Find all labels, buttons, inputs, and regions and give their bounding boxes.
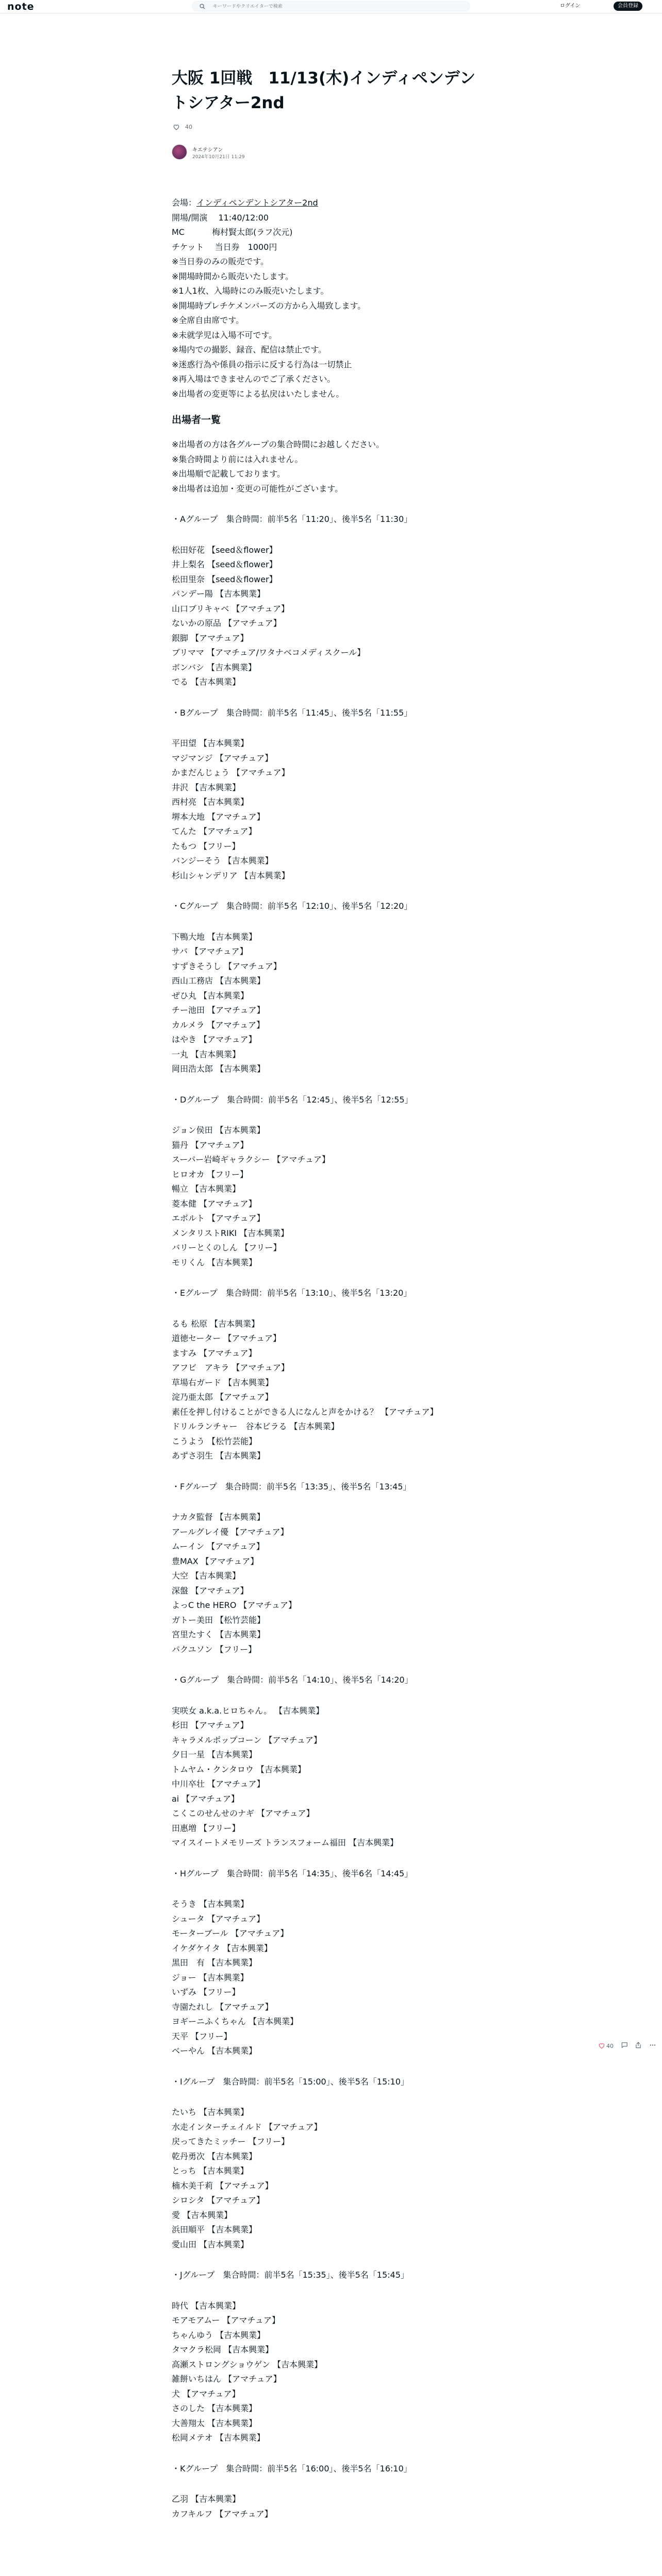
member-line: さのした 【吉本興業】 [172, 2403, 257, 2413]
spacer [172, 914, 481, 930]
signup-button[interactable]: 会員登録 [614, 2, 642, 11]
member-line: 暢立 【吉本興業】 [172, 1184, 241, 1194]
spacer [172, 527, 481, 543]
member-line: 大善翔太 【吉本興業】 [172, 2418, 257, 2428]
member-line: ちゃんゆう 【吉本興業】 [172, 2330, 266, 2340]
member-line: チー池田 【アマチュア】 [172, 1005, 265, 1015]
info-line: ※全席自由席です。 [172, 315, 244, 325]
spacer [172, 2446, 481, 2462]
member-line: ベーやん 【吉本興業】 [172, 2046, 257, 2056]
member-line: ヨギーニふくちゃん 【吉本興業】 [172, 2016, 299, 2026]
spacer [172, 1494, 481, 1510]
info-line: ※迷惑行為や係員の指示に反する行為は一切禁止 [172, 359, 352, 369]
member-line: 堺本大地 【アマチュア】 [172, 811, 265, 822]
member-line: 岡田浩太郎 【吉本興業】 [172, 1064, 266, 1074]
member-line: シロシタ 【アマチュア】 [172, 2195, 264, 2205]
member-line: 浜田順平 【吉本興業】 [172, 2225, 257, 2234]
member-line: シュータ 【アマチュア】 [172, 1913, 265, 1924]
spacer [172, 2476, 481, 2492]
member-line: 井上梨名 【seed＆flower】 [172, 560, 277, 569]
article-body [172, 196, 481, 2521]
member-line: 杉田 【アマチュア】 [172, 1720, 249, 1730]
member-line: ジョー 【吉本興業】 [172, 1972, 249, 1982]
member-line: 高瀬ストロングショウゲン 【吉本興業】 [172, 2359, 323, 2369]
site-header [0, 0, 662, 13]
spacer [172, 1851, 481, 1867]
info-line: ※1人1枚、入場時にのみ販売いたします。 [172, 286, 329, 296]
member-line: 松岡メテオ 【吉本興業】 [172, 2433, 265, 2443]
share-icon[interactable] [635, 2042, 642, 2050]
member-line: ドリルランチャー 谷本ビラる 【吉本興業】 [172, 1421, 339, 1431]
member-line: カルメラ 【アマチュア】 [172, 1020, 265, 1030]
sidebar-actions [598, 2042, 661, 2052]
member-line: マイスイートメモリーズ トランスフォーム福田 【吉本興業】 [172, 1838, 399, 1848]
member-line: タマクラ松岡 【吉本興業】 [172, 2345, 274, 2354]
member-line: よっC the HERO 【アマチュア】 [172, 1600, 297, 1610]
member-line: サバ 【アマチュア】 [172, 946, 248, 956]
member-line: 田惠増 【フリー】 [172, 1823, 240, 1833]
member-line: 山口ブリキャベ 【アマチュア】 [172, 603, 289, 614]
member-line: 愛 【吉本興業】 [172, 2210, 233, 2220]
member-line: ガトー美田 【松竹芸能】 [172, 1615, 266, 1625]
member-line: キャラメルポップコーン 【アマチュア】 [172, 1735, 322, 1745]
spacer [172, 1688, 481, 1704]
info-line: チケット 当日券 1000円 [172, 242, 277, 252]
member-line: バンジーそう 【吉本興業】 [172, 856, 273, 866]
info-line: 開場/開演 11:40/12:00 [172, 212, 269, 223]
venue-line [172, 196, 481, 211]
member-line: ないかの原品 【アマチュア】 [172, 618, 282, 628]
venue-link[interactable]: インディペンデントシアター2nd [196, 198, 318, 208]
member-line: ヒロオカ 【フリー】 [172, 1169, 248, 1179]
member-line: 銀脚 【アマチュア】 [172, 633, 249, 643]
spacer [172, 2089, 481, 2105]
like-count: 40 [185, 124, 192, 130]
member-line: 松田里奈 【seed＆flower】 [172, 574, 277, 584]
member-line: 大空 【吉本興業】 [172, 1571, 241, 1581]
spacer [172, 1301, 481, 1317]
note-line: ※出場順で記載しております。 [172, 469, 286, 479]
info-line: ※出場者の変更等による払戻はいたしません。 [172, 388, 344, 399]
member-line: ムーイン 【アマチュア】 [172, 1541, 264, 1551]
note-line: ※出場者は追加・変更の可能性がございます。 [172, 483, 343, 494]
member-line: 松田好花 【seed＆flower】 [172, 545, 277, 555]
member-line: ますみ 【アマチュア】 [172, 1348, 257, 1358]
group-header: ・Eグループ 集合時間：前半5名「13:10」、後半5名「13:20」 [172, 1288, 412, 1298]
member-line: トムヤム・クンタロウ 【吉本興業】 [172, 1764, 306, 1774]
member-line: モーターブール 【アマチュア】 [172, 1928, 289, 1938]
spacer [172, 720, 481, 736]
article-title: 大阪 1回戦 11/13(木)インディペンデントシアター2nd [172, 69, 476, 112]
sidebar-like-button[interactable] [598, 2042, 614, 2049]
member-line: あずさ羽生 【吉本興業】 [172, 1451, 266, 1461]
post-date: 2024年10月21日 11:29 [192, 155, 245, 160]
member-line: 時代 【吉本興業】 [172, 2300, 241, 2311]
member-line: ブリママ 【アマチュア/ワタナベコメディスクール】 [172, 648, 366, 657]
member-line: 西村亮 【吉本興業】 [172, 797, 249, 807]
spacer [172, 1881, 481, 1897]
member-line: 草場右ガード 【吉本興業】 [172, 1377, 274, 1387]
group-header: ・Jグループ 集合時間：前半5名「15:35」、後半5名「15:45」 [172, 2270, 409, 2280]
author-name[interactable]: キエテシアン [192, 147, 223, 153]
member-line: てんた 【アマチュア】 [172, 826, 257, 836]
note-logo[interactable]: note [7, 1, 35, 12]
info-line: ※開場時プレチケメンバーズの方から入場致します。 [172, 300, 366, 311]
member-line: 夕日一星 【吉本興業】 [172, 1750, 257, 1759]
search-input[interactable] [213, 3, 460, 10]
spacer [172, 1657, 481, 1673]
spacer [172, 496, 481, 512]
member-line: そうき 【吉本興業】 [172, 1899, 249, 1909]
note-line: ※出場者の方は各グループの集合時間にお越しください。 [172, 439, 385, 449]
member-line: 実咲女 a.k.a.ヒロちゃん。 【吉本興業】 [172, 1705, 324, 1716]
member-line: ぜひ丸 【吉本興業】 [172, 990, 249, 1001]
member-line: ナカタ監督 【吉本興業】 [172, 1512, 265, 1522]
member-line: パンデー陽 【吉本興業】 [172, 589, 266, 599]
member-line: 西山工務店 【吉本興業】 [172, 976, 266, 986]
heart-icon [598, 2042, 605, 2049]
member-line: バリーとくのしん 【フリー】 [172, 1243, 282, 1252]
group-header: ・Dグループ 集合時間：前半5名「12:45」、後半5名「12:55」 [172, 1094, 413, 1105]
group-header: ・Gグループ 集合時間：前半5名「14:10」、後半5名「14:20」 [172, 1675, 413, 1685]
member-line: 杉山シャンデリア 【吉本興業】 [172, 870, 290, 880]
info-line: MC 梅村賢太郎(ラフ次元) [172, 227, 293, 237]
group-header: ・Bグループ 集合時間：前半5名「11:45」、後半5名「11:55」 [172, 707, 412, 718]
spacer [172, 2283, 481, 2299]
member-line: 水走インターチェイルド 【アマチュア】 [172, 2122, 322, 2132]
more-icon[interactable] [649, 2042, 656, 2050]
member-line: 素任を押し付けることができる人になんと声をかける？ 【アマチュア】 [172, 1406, 438, 1417]
sidebar-like-count: 40 [606, 2043, 614, 2049]
member-line: 寺園たれし 【アマチュア】 [172, 2002, 273, 2012]
info-line: ※未就学児は入場不可です。 [172, 330, 277, 340]
member-line: こうよう 【松竹芸能】 [172, 1436, 257, 1446]
member-line: 淀乃亜太郎 【アマチュア】 [172, 1392, 273, 1402]
member-line: カフキルフ 【アマチュア】 [172, 2509, 273, 2519]
member-line: こくこのせんせのナギ 【アマチュア】 [172, 1808, 315, 1818]
member-line: アールグレイ優 【アマチュア】 [172, 1527, 289, 1537]
member-line: 乾丹勇次 【吉本興業】 [172, 2151, 257, 2161]
spacer [172, 1270, 481, 1286]
group-header: ・Aグループ 集合時間：前半5名「11:20」、後半5名「11:30」 [172, 514, 412, 524]
member-line: パクユソン 【フリー】 [172, 1644, 257, 1654]
spacer [172, 883, 481, 899]
spacer [172, 1107, 481, 1123]
member-line: 天平 【フリー】 [172, 2031, 232, 2041]
venue-label: 会場： [172, 198, 197, 208]
comment-icon[interactable] [621, 2042, 628, 2050]
spacer [172, 1464, 481, 1480]
member-line: アフビ アキラ 【アマチュア】 [172, 1363, 289, 1372]
member-line: 犬 【アマチュア】 [172, 2388, 240, 2399]
member-line: モアモアムー 【アマチュア】 [172, 2315, 280, 2325]
group-header: ・Fグループ 集合時間：前半5名「13:35」、後半5名「13:45」 [172, 1481, 411, 1492]
spacer [172, 2059, 481, 2075]
member-line: 乙羽 【吉本興業】 [172, 2494, 241, 2504]
member-line: 猫丹 【アマチュア】 [172, 1140, 249, 1150]
member-line: メンタリストRIKI 【吉本興業】 [172, 1228, 289, 1238]
spacer [172, 2252, 481, 2268]
member-line: 楠木美千莉 【アマチュア】 [172, 2180, 273, 2191]
member-line: 平田望 【吉本興業】 [172, 738, 249, 748]
member-line: いずみ 【フリー】 [172, 1987, 240, 1997]
member-line: たもつ 【フリー】 [172, 841, 240, 851]
group-header: ・Cグループ 集合時間：前半5名「12:10」、後半5名「12:20」 [172, 901, 412, 911]
member-line: るも 松原 【吉本興業】 [172, 1318, 260, 1329]
member-line: マジマンジ 【アマチュア】 [172, 753, 273, 763]
member-line: すずきそうし 【アマチュア】 [172, 961, 282, 971]
note-line: ※集合時間より前には入れません。 [172, 454, 303, 464]
member-line: 戻ってきたミッチー 【フリー】 [172, 2137, 290, 2146]
group-header: ・Iグループ 集合時間：前半5名「15:00」、後半5名「15:10」 [172, 2076, 409, 2087]
like-area [173, 124, 192, 132]
member-line: 豊MAX 【アマチュア】 [172, 1556, 259, 1566]
member-line: 下鴨大地 【吉本興業】 [172, 931, 257, 942]
member-line: 道徳セーター 【アマチュア】 [172, 1333, 281, 1343]
group-header: ・Kグループ 集合時間：前半5名「16:00」、後半5名「16:10」 [172, 2463, 412, 2473]
section-heading: 出場者一覧 [172, 414, 221, 426]
member-line: 菱本健 【アマチュア】 [172, 1198, 257, 1209]
member-line: イケダケイタ 【吉本興業】 [172, 1943, 272, 1953]
spacer [172, 690, 481, 706]
member-line: とっち 【吉本興業】 [172, 2166, 249, 2176]
member-line: 宮里たすく 【吉本興業】 [172, 1630, 266, 1639]
member-line: 井沢 【吉本興業】 [172, 782, 241, 792]
member-line: 深盤 【アマチュア】 [172, 1585, 249, 1596]
spacer [172, 1077, 481, 1093]
member-line: 雑餅いちはん 【アマチュア】 [172, 2374, 282, 2384]
member-line: はやき 【アマチュア】 [172, 1035, 257, 1044]
member-line: エボルト 【アマチュア】 [172, 1213, 265, 1223]
group-header: ・Hグループ 集合時間：前半5名「14:35」、後半6名「14:45」 [172, 1868, 413, 1878]
search-box[interactable] [192, 1, 470, 11]
member-line: ボンバシ 【吉本興業】 [172, 662, 256, 672]
heart-icon[interactable] [173, 124, 180, 130]
member-line: モリくん 【吉本興業】 [172, 1257, 257, 1267]
member-line: ジョン侯田 【吉本興業】 [172, 1125, 265, 1135]
member-line: 中川卒壮 【アマチュア】 [172, 1779, 265, 1789]
avatar[interactable] [172, 144, 187, 160]
member-line: でる 【吉本興業】 [172, 677, 241, 687]
info-line: ※開場時間から販売いたします。 [172, 271, 294, 281]
info-line: ※当日券のみの販売です。 [172, 257, 269, 266]
member-line: スーパー岩崎ギャラクシー 【アマチュア】 [172, 1155, 330, 1164]
search-icon [200, 4, 205, 9]
member-line: 黒田 有 【吉本興業】 [172, 1958, 257, 1968]
login-button[interactable]: ログイン [560, 3, 581, 9]
member-line: たいち 【吉本興業】 [172, 2107, 249, 2117]
member-line: 愛山田 【吉本興業】 [172, 2239, 249, 2249]
info-line: ※場内での撮影、録音、配信は禁止です。 [172, 345, 327, 354]
info-line: ※再入場はできませんのでご了承ください。 [172, 374, 336, 384]
member-line: ai 【アマチュア】 [172, 1793, 239, 1804]
member-line: かまだんじょう 【アマチュア】 [172, 768, 290, 777]
member-line: 一丸 【吉本興業】 [172, 1049, 241, 1059]
